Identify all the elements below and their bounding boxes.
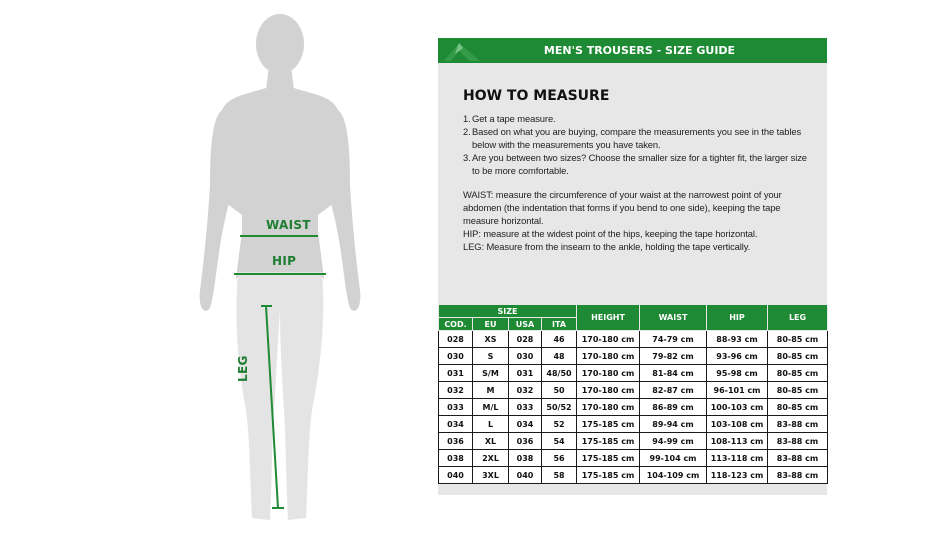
eu-cell: XS xyxy=(473,331,509,348)
ita-cell: 54 xyxy=(542,433,577,450)
leg-cell: 83-88 cm xyxy=(768,416,828,433)
usa-cell: 040 xyxy=(509,467,542,484)
height-cell: 170-180 cm xyxy=(577,399,640,416)
column-header-usa: USA xyxy=(509,318,542,331)
ita-cell: 48/50 xyxy=(542,365,577,382)
usa-cell: 028 xyxy=(509,331,542,348)
hip-cell: 118-123 cm xyxy=(707,467,768,484)
column-header-height: HEIGHT xyxy=(577,305,640,331)
column-header-hip: HIP xyxy=(707,305,768,331)
leg-cell: 80-85 cm xyxy=(768,365,828,382)
height-cell: 170-180 cm xyxy=(577,382,640,399)
ita-cell: 50 xyxy=(542,382,577,399)
leg-label: LEG xyxy=(236,355,250,382)
leg-cell: 80-85 cm xyxy=(768,348,828,365)
eu-cell: 3XL xyxy=(473,467,509,484)
height-cell: 175-185 cm xyxy=(577,416,640,433)
column-header-cod: COD. xyxy=(439,318,473,331)
usa-cell: 033 xyxy=(509,399,542,416)
ita-cell: 58 xyxy=(542,467,577,484)
waist-cell: 94-99 cm xyxy=(640,433,707,450)
cod-cell: 028 xyxy=(439,331,473,348)
step-item: 2. Based on what you are buying, compare the measurements you see in the tables below with the measurements you have taken. xyxy=(463,126,802,150)
step-item: 3. Are you between two sizes? Choose the smaller size for a tighter fit, the larger size to be more comfortable. xyxy=(463,152,807,176)
usa-cell: 032 xyxy=(509,382,542,399)
hip-cell: 96-101 cm xyxy=(707,382,768,399)
eu-cell: 2XL xyxy=(473,450,509,467)
height-cell: 175-185 cm xyxy=(577,450,640,467)
hip-cell: 88-93 cm xyxy=(707,331,768,348)
eu-cell: M/L xyxy=(473,399,509,416)
table-row xyxy=(439,450,828,467)
ita-cell: 48 xyxy=(542,348,577,365)
cod-cell: 030 xyxy=(439,348,473,365)
table-row xyxy=(439,433,828,450)
waist-cell: 104-109 cm xyxy=(640,467,707,484)
waist-cell: 74-79 cm xyxy=(640,331,707,348)
waist-cell: 82-87 cm xyxy=(640,382,707,399)
usa-cell: 034 xyxy=(509,416,542,433)
table-row xyxy=(439,365,828,382)
cod-cell: 033 xyxy=(439,399,473,416)
step-item: 1. Get a tape measure. xyxy=(463,113,556,124)
height-cell: 170-180 cm xyxy=(577,331,640,348)
eu-cell: XL xyxy=(473,433,509,450)
height-cell: 175-185 cm xyxy=(577,433,640,450)
how-to-measure-heading: HOW TO MEASURE xyxy=(463,88,610,104)
leg-cell: 83-88 cm xyxy=(768,467,828,484)
measurement-definitions xyxy=(463,188,815,253)
waist-label: WAIST xyxy=(266,218,311,232)
table-row xyxy=(439,416,828,433)
waist-cell: 81-84 cm xyxy=(640,365,707,382)
ita-cell: 56 xyxy=(542,450,577,467)
ita-cell: 50/52 xyxy=(542,399,577,416)
cod-cell: 034 xyxy=(439,416,473,433)
leg-cell: 80-85 cm xyxy=(768,399,828,416)
waist-cell: 89-94 cm xyxy=(640,416,707,433)
usa-cell: 038 xyxy=(509,450,542,467)
eu-cell: M xyxy=(473,382,509,399)
hip-cell: 113-118 cm xyxy=(707,450,768,467)
column-header-waist: WAIST xyxy=(640,305,707,331)
table-row xyxy=(439,348,828,365)
column-header-ita: ITA xyxy=(542,318,577,331)
hip-label: HIP xyxy=(272,254,297,268)
ita-cell: 52 xyxy=(542,416,577,433)
column-header-leg: LEG xyxy=(768,305,828,331)
usa-cell: 036 xyxy=(509,433,542,450)
eu-cell: L xyxy=(473,416,509,433)
leg-cell: 80-85 cm xyxy=(768,382,828,399)
usa-cell: 030 xyxy=(509,348,542,365)
hip-cell: 95-98 cm xyxy=(707,365,768,382)
waist-cell: 79-82 cm xyxy=(640,348,707,365)
height-cell: 170-180 cm xyxy=(577,348,640,365)
measure-steps-list xyxy=(463,112,815,177)
eu-cell: S xyxy=(473,348,509,365)
cod-cell: 038 xyxy=(439,450,473,467)
body-silhouette xyxy=(190,10,370,530)
cod-cell: 031 xyxy=(439,365,473,382)
hip-cell: 93-96 cm xyxy=(707,348,768,365)
cod-cell: 040 xyxy=(439,467,473,484)
leg-cell: 80-85 cm xyxy=(768,331,828,348)
leg-definition: LEG: Measure from the inseam to the ankle, holding the tape vertically. xyxy=(463,241,751,252)
size-group-header: SIZE xyxy=(439,305,577,318)
cod-cell: 032 xyxy=(439,382,473,399)
leg-cell: 83-88 cm xyxy=(768,433,828,450)
usa-cell: 031 xyxy=(509,365,542,382)
height-cell: 170-180 cm xyxy=(577,365,640,382)
hip-cell: 108-113 cm xyxy=(707,433,768,450)
ita-cell: 46 xyxy=(542,331,577,348)
height-cell: 175-185 cm xyxy=(577,467,640,484)
hip-cell: 100-103 cm xyxy=(707,399,768,416)
size-table xyxy=(438,304,828,484)
waist-cell: 99-104 cm xyxy=(640,450,707,467)
panel-title: MEN'S TROUSERS - SIZE GUIDE xyxy=(543,44,736,57)
hip-definition: HIP: measure at the widest point of the hips, keeping the tape horizontal. xyxy=(463,228,758,239)
table-row xyxy=(439,399,828,416)
cod-cell: 036 xyxy=(439,433,473,450)
size-guide-panel xyxy=(438,38,827,495)
eu-cell: S/M xyxy=(473,365,509,382)
waist-definition: WAIST: measure the circumference of your waist at the narrowest point of your abdomen (the indentation that forms if you bend to one side), keeping the tape measure horizontal. xyxy=(463,189,782,226)
size-table-body xyxy=(439,331,828,484)
waist-cell: 86-89 cm xyxy=(640,399,707,416)
panel-header xyxy=(438,38,827,63)
column-header-eu: EU xyxy=(473,318,509,331)
table-row xyxy=(439,331,828,348)
leg-cell: 83-88 cm xyxy=(768,450,828,467)
hip-cell: 103-108 cm xyxy=(707,416,768,433)
silhouette-graphic xyxy=(190,10,370,530)
table-row xyxy=(439,467,828,484)
table-row xyxy=(439,382,828,399)
